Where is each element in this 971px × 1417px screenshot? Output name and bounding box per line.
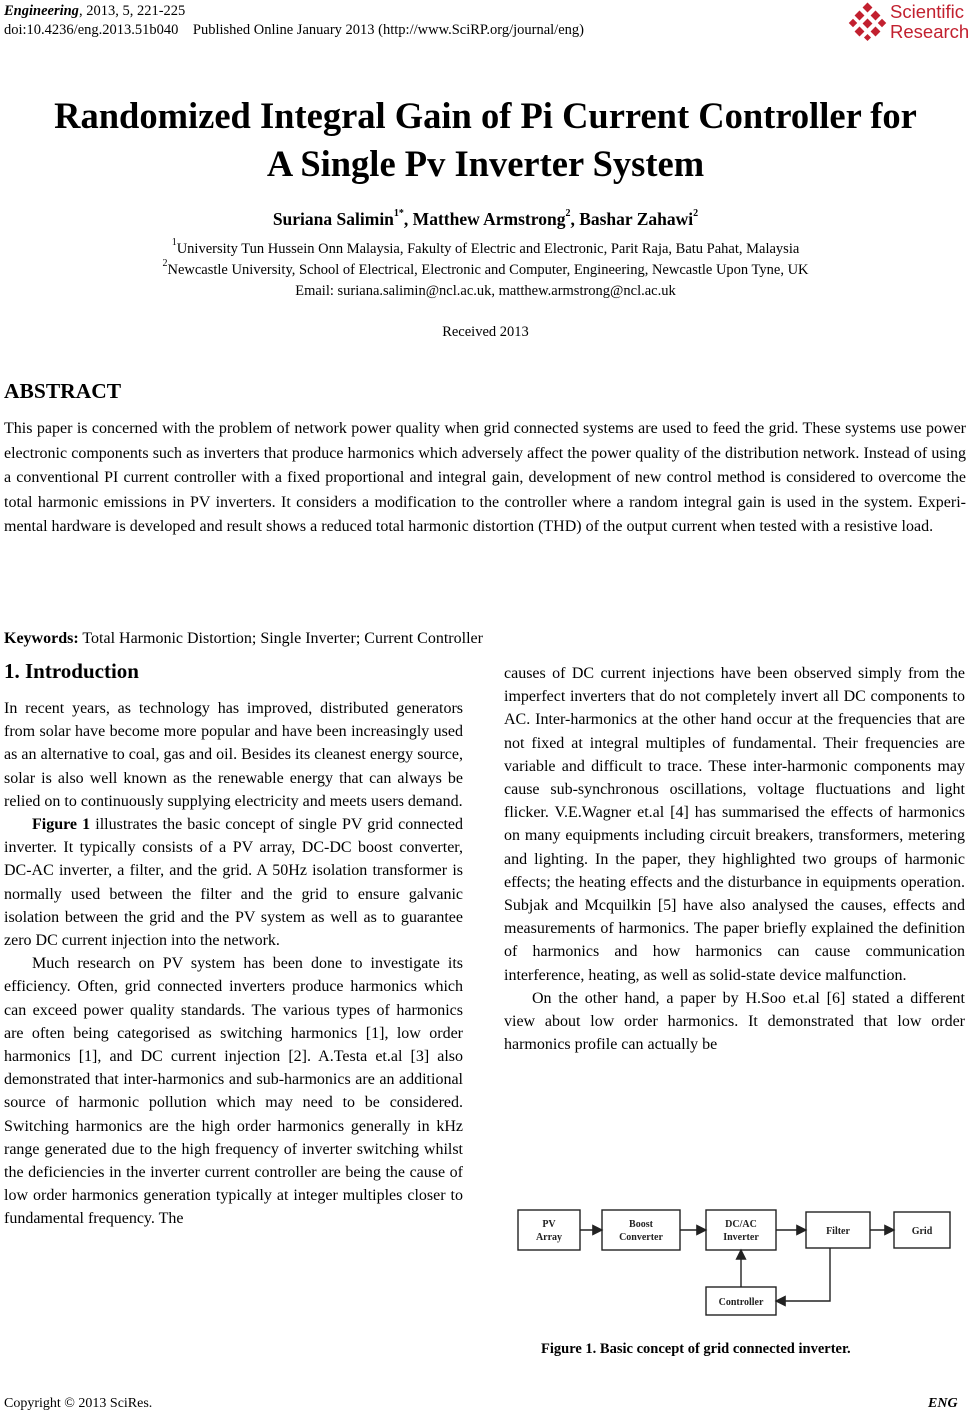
intro-paragraph-5: On the other hand, a paper by H.Soo et.al [6] stated a different view about low order harmonics. It demonstrated that low order harmonics profile can actually be [504,989,965,1054]
section-heading-introduction: 1. Introduction [4,659,139,683]
paper-title: Randomized Integral Gain of Pi Current Controller for A Single Pv Inverter System [54,95,917,184]
keywords-label: Keywords: [4,630,79,647]
journal-name: Engineering [4,3,79,19]
figure-1-caption: Figure 1. Basic concept of grid connected inverter. [541,1341,851,1357]
grid-label: Grid [911,1226,933,1237]
dcac-label-2: Inverter [723,1232,759,1243]
footer-copyright: Copyright © 2013 SciRes. [4,1396,153,1411]
boost-label-2: Converter [619,1232,663,1243]
keywords [4,630,483,648]
pv-label-1: PV [542,1219,556,1230]
intro-paragraph-2: Figure 1 illustrates the basic concept of single PV grid connected inverter. It typically consists of a PV array, DC-DC boost converter, DC-AC inverter, a filter, and the grid. A 50Hz isolation transformer is normally used between the filter and the grid to ensure galvanic isolation between the grid and the PV system as well as to guarantee zero DC current injection into the network. [4,816,463,950]
boost-converter-block [602,1210,680,1250]
right-column [504,662,965,1056]
left-column [4,697,463,1231]
boost-label-1: Boost [629,1219,653,1230]
running-header-journal [4,2,185,20]
affiliation-2: $^2$Newcastle University, School of Electrical, Electronic and Computer, Engineering, Newcastle Upon Tyne, UK [162,258,809,278]
author-email: Email: suriana.salimin@ncl.ac.uk, matthew.armstrong@ncl.ac.uk [295,283,676,299]
figure-reference: Figure 1 [32,816,91,834]
intro-paragraph-1: In recent years, as technology has improved, distributed generators from solar have become more popular and have been increasingly used as an alternative to coal, gas and oil. Besides its cleanest energy source, solar is also well known as the renewable energy that can always be relied on to continuously supplying electricity and meets users demand. [4,700,463,810]
scientific-research-logo[interactable] [848,2,970,46]
keywords-text: Total Harmonic Distortion; Single Inverter; Current Controller [78,630,483,647]
footer-journal-abbr: ENG [928,1396,958,1411]
dcac-label-1: DC/AC [725,1219,757,1230]
dc-ac-inverter-block [706,1210,776,1250]
pv-array-block [518,1210,580,1250]
intro-paragraph-3: Much research on PV system has been done to investigate its efficiency. Often, grid connected inverters produce harmonics which can exceed power quality standards. The various types of harmonics are often being categorised as switching harmonics [1], low order harmonics [1], and DC current injection [2]. A.Testa et.al [3] also demonstrated that inter-harmonics and sub-harmonics are an additional source of harmonic pollution which may need to be considered. Switching harmonics are the high order harmonics generally in kHz range generated due to the high frequency of inverter switching whilst the deficiencies in the inverter current controller are being the cause of low order harmonics generation typically at integer multiples closer to fundamental frequency. The [4,955,463,1228]
logo-wordmark: Scientific Research [890,1,970,42]
received-date: Received 2013 [442,324,529,340]
logo-mark-icon [848,2,888,42]
figure-1-block-diagram [510,1200,960,1325]
abstract-heading: ABSTRACT [4,379,122,403]
pv-label-2: Array [535,1232,563,1243]
intro-paragraph-4: causes of DC current injections have been observed simply from the imperfect inverters that do not completely invert all DC components to AC. Inter-harmonics at the other hand occur at the frequencies that are not fixed at integral multiples of fundamental. Their frequencies are variable and difficult to trace. These inter-harmonic components may cause sub-synchronous oscillations, voltage fluctuations and light flicker. V.E.Wagner et.al [4] has summarised the effects of harmonics on many equipments including circuit breakers, transformers, metering and lighting. In the paper, they highlighted two groups of harmonic effects; the heating effects and the disturbance in equipments operation. Subjak and Mcquilkin [5] have also analysed the causes, effects and measurements of harmonics. The paper briefly explained the definition of harmonics and how harmonics can cause communication interference, heating, as well as solid-state device malfunction. [504,665,965,984]
abstract-body: This paper is concerned with the problem of network power quality when grid connected systems are used to feed the grid. These systems use power electronic components such as inverters that produce harmonics which adversely affect the power quality of the distribution network. Instead of using a conventional PI current controller with a fixed proportional and integral gain, development of new control method is considered to overcome the total harmonic emissions in PV inverters. It considers a modification to the controller where a random integral gain is used in the system. Experimental hardware is developed and result shows a reduced total harmonic distortion (THD) of the output current when tested with a resistive load. [4,420,966,535]
affiliation-1: $^1$University Tun Hussein Onn Malaysia, Fakulty of Electric and Electronic, Parit Raja, Batu Pahat, Malaysia [171,237,800,257]
doi-line: doi:10.4236/eng.2013.51b040 Published Online January 2013 (http://www.SciRP.org/journal/eng) [4,22,584,38]
filter-label: Filter [826,1226,850,1237]
author-list: Suriana Salimin$^{1*}$, Matthew Armstrong$^2$, Bashar Zahawi$^2$ [272,208,699,229]
controller-label: Controller [718,1297,764,1308]
journal-volume: , 2013, 5, 221-225 [78,3,186,19]
